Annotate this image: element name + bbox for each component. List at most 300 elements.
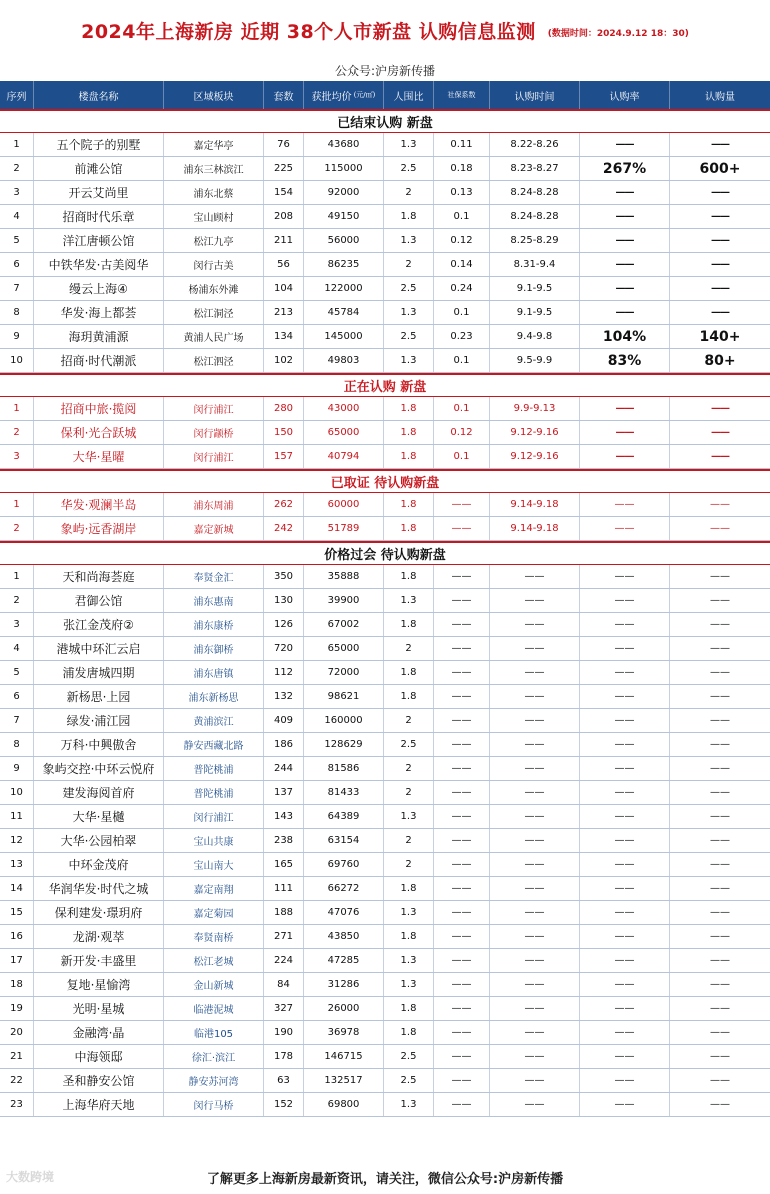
cell-coef: —— [434,757,490,780]
cell-units: 111 [264,877,304,900]
cell-name: 上海华府天地 [34,1093,164,1116]
col-header-time: 认购时间 [490,81,580,109]
cell-name: 龙湖·观萃 [34,925,164,948]
cell-coef: —— [434,733,490,756]
cell-rate: —— [580,805,670,828]
cell-ratio: 2 [384,757,434,780]
cell-no: 2 [0,157,34,180]
cell-qty: —— [710,787,730,798]
cell-time: 9.14-9.18 [490,517,580,540]
cell-name: 大华·星曜 [34,445,164,468]
cell-ratio: 1.8 [384,397,434,420]
cell-qty: —— [710,619,730,630]
cell-price: 47076 [304,901,384,924]
cell-coef: —— [434,853,490,876]
cell-no: 3 [0,445,34,468]
cell-ratio: 1.8 [384,517,434,540]
cell-units: 84 [264,973,304,996]
cell-name: 万科·中興傲舍 [34,733,164,756]
cell-price: 51789 [304,517,384,540]
table-row [0,1045,770,1069]
cell-area: 松江九亭 [164,229,264,252]
cell-ratio: 1.3 [384,949,434,972]
subheading: 公众号:沪房新传播 [334,64,436,78]
cell-area: 静安苏河湾 [164,1069,264,1092]
cell-coef: 0.12 [434,421,490,444]
cell-ratio: 1.3 [384,1093,434,1116]
cell-qty: —— [710,883,730,894]
cell-area: 浦东惠南 [164,589,264,612]
cell-units: 126 [264,613,304,636]
cell-ratio: 1.3 [384,973,434,996]
cell-price: 86235 [304,253,384,276]
cell-rate: —— [580,997,670,1020]
cell-time: —— [490,853,580,876]
cell-time: —— [490,589,580,612]
table-row [0,133,770,157]
cell-price: 122000 [304,277,384,300]
cell-units: 63 [264,1069,304,1092]
cell-qty: —— [710,955,730,966]
cell-time: —— [490,757,580,780]
col-header-area: 区域板块 [164,81,264,109]
cell-area: 浦东周浦 [164,493,264,516]
cell-area: 闵行浦江 [164,445,264,468]
cell-name: 华发·观澜半岛 [34,493,164,516]
cell-units: 244 [264,757,304,780]
cell-qty: —— [710,835,730,846]
cell-ratio: 2 [384,781,434,804]
cell-price: 40794 [304,445,384,468]
cell-no: 23 [0,1093,34,1116]
cell-time: —— [490,613,580,636]
cell-coef: —— [434,709,490,732]
cell-time: —— [490,925,580,948]
cell-units: 165 [264,853,304,876]
cell-units: 76 [264,133,304,156]
cell-ratio: 1.8 [384,1021,434,1044]
cell-coef: —— [434,637,490,660]
cell-rate: —— [580,685,670,708]
cell-name: 缦云上海④ [34,277,164,300]
cell-rate: —— [580,133,670,156]
cell-units: 143 [264,805,304,828]
cell-area: 奉贤金汇 [164,565,264,588]
cell-qty: —— [710,811,730,822]
cell-name: 天和尚海荟庭 [34,565,164,588]
cell-units: 271 [264,925,304,948]
cell-no: 11 [0,805,34,828]
cell-rate: —— [580,493,670,516]
cell-rate: —— [580,1069,670,1092]
cell-coef: 0.12 [434,229,490,252]
cell-coef: 0.24 [434,277,490,300]
cell-name: 中铁华发·古美阅华 [34,253,164,276]
cell-area: 嘉定新城 [164,517,264,540]
cell-qty: —— [710,907,730,918]
table-row [0,157,770,181]
table-row [0,1021,770,1045]
table-row [0,445,770,469]
table-row [0,733,770,757]
cell-price: 26000 [304,997,384,1020]
cell-qty: —— [710,523,730,534]
table-row [0,901,770,925]
cell-rate: —— [580,1045,670,1068]
cell-coef: —— [434,589,490,612]
cell-price: 128629 [304,733,384,756]
cell-ratio: 2 [384,637,434,660]
cell-price: 69800 [304,1093,384,1116]
table-row [0,781,770,805]
section-title: 价格过会 待认购新盘 [0,541,770,565]
cell-coef: —— [434,829,490,852]
cell-qty: —— [711,427,729,438]
cell-units: 213 [264,301,304,324]
table-row [0,493,770,517]
cell-coef: —— [434,973,490,996]
cell-rate: 104% [580,325,670,348]
cell-area: 浦东新杨思 [164,685,264,708]
cell-ratio: 1.8 [384,661,434,684]
cell-time: 9.9-9.13 [490,397,580,420]
cell-time: 8.23-8.27 [490,157,580,180]
table-row [0,253,770,277]
cell-ratio: 2 [384,253,434,276]
col-header-rate: 认购率 [580,81,670,109]
cell-price: 43850 [304,925,384,948]
cell-qty: —— [711,259,729,270]
cell-time: —— [490,661,580,684]
cell-rate: —— [580,637,670,660]
cell-area: 松江老城 [164,949,264,972]
cell-no: 5 [0,229,34,252]
cell-time: 9.4-9.8 [490,325,580,348]
cell-time: 9.5-9.9 [490,349,580,372]
cell-area: 徐汇·滨江 [164,1045,264,1068]
cell-area: 普陀桃浦 [164,781,264,804]
cell-time: 9.14-9.18 [490,493,580,516]
cell-name: 新杨思·上园 [34,685,164,708]
table-row [0,925,770,949]
cell-qty: —— [710,715,730,726]
cell-name: 圣和静安公馆 [34,1069,164,1092]
cell-coef: 0.13 [434,181,490,204]
cell-name: 君御公馆 [34,589,164,612]
cell-no: 6 [0,685,34,708]
table-row [0,949,770,973]
cell-name: 招商时代乐章 [34,205,164,228]
cell-units: 186 [264,733,304,756]
cell-price: 66272 [304,877,384,900]
table-row [0,181,770,205]
cell-qty: —— [710,643,730,654]
cell-rate: —— [580,781,670,804]
cell-ratio: 1.8 [384,205,434,228]
cell-no: 6 [0,253,34,276]
cell-no: 22 [0,1069,34,1092]
cell-price: 31286 [304,973,384,996]
cell-units: 327 [264,997,304,1020]
cell-qty: —— [711,235,729,246]
data-timestamp: (数据时间：2024.9.12 18：30) [547,28,689,39]
table-row [0,301,770,325]
cell-time: 8.31-9.4 [490,253,580,276]
cell-units: 208 [264,205,304,228]
cell-ratio: 1.3 [384,349,434,372]
cell-ratio: 2.5 [384,1045,434,1068]
cell-rate: —— [580,757,670,780]
cell-time: 8.24-8.28 [490,181,580,204]
cell-area: 嘉定华亭 [164,133,264,156]
cell-name: 洋江唐顿公馆 [34,229,164,252]
cell-ratio: 2 [384,829,434,852]
cell-units: 150 [264,421,304,444]
table-row [0,637,770,661]
table-row [0,997,770,1021]
cell-ratio: 1.3 [384,301,434,324]
table-row [0,829,770,853]
cell-no: 3 [0,181,34,204]
cell-units: 190 [264,1021,304,1044]
cell-coef: —— [434,1021,490,1044]
cell-ratio: 2.5 [384,157,434,180]
cell-units: 238 [264,829,304,852]
cell-name: 五个院子的别墅 [34,133,164,156]
footer-note: 了解更多上海新房最新资讯，请关注，微信公众号:沪房新传播 [206,1171,564,1187]
cell-units: 280 [264,397,304,420]
cell-time: —— [490,1021,580,1044]
cell-ratio: 2.5 [384,733,434,756]
col-header-units: 套数 [264,81,304,109]
cell-time: —— [490,949,580,972]
cell-qty: —— [711,283,729,294]
cell-time: —— [490,685,580,708]
cell-ratio: 1.8 [384,445,434,468]
col-header-qty: 认购量 [705,91,735,103]
cell-area: 闵行浦江 [164,805,264,828]
cell-rate: —— [580,613,670,636]
cell-time: —— [490,709,580,732]
cell-no: 18 [0,973,34,996]
cell-rate: —— [580,229,670,252]
cell-rate: 267% [580,157,670,180]
cell-coef: —— [434,925,490,948]
cell-area: 松江泗泾 [164,349,264,372]
watermark: 大数跨境 [6,1170,55,1184]
cell-qty: 80+ [704,352,736,369]
cell-price: 43000 [304,397,384,420]
cell-units: 137 [264,781,304,804]
cell-time: —— [490,781,580,804]
cell-qty: —— [710,763,730,774]
cell-rate: —— [580,589,670,612]
cell-units: 242 [264,517,304,540]
cell-time: —— [490,877,580,900]
cell-rate: —— [580,277,670,300]
cell-price: 115000 [304,157,384,180]
cell-ratio: 1.3 [384,805,434,828]
cell-no: 1 [0,133,34,156]
cell-qty: —— [710,691,730,702]
cell-qty: —— [710,931,730,942]
cell-qty: —— [710,595,730,606]
cell-units: 157 [264,445,304,468]
cell-no: 17 [0,949,34,972]
cell-ratio: 1.3 [384,901,434,924]
cell-name: 新开发·丰盛里 [34,949,164,972]
cell-price: 132517 [304,1069,384,1092]
cell-ratio: 2.5 [384,325,434,348]
cell-area: 静安西藏北路 [164,733,264,756]
cell-ratio: 1.8 [384,613,434,636]
cell-area: 闵行马桥 [164,1093,264,1116]
cell-units: 262 [264,493,304,516]
table-row [0,397,770,421]
cell-rate: —— [580,1093,670,1116]
cell-rate: —— [580,949,670,972]
cell-rate: —— [580,421,670,444]
cell-coef: 0.1 [434,349,490,372]
cell-price: 65000 [304,421,384,444]
cell-qty: —— [711,187,729,198]
cell-time: —— [490,901,580,924]
table-row [0,685,770,709]
cell-area: 嘉定菊园 [164,901,264,924]
cell-qty: —— [710,1027,730,1038]
cell-ratio: 1.8 [384,685,434,708]
cell-name: 保利·光合跃城 [34,421,164,444]
cell-rate: —— [580,877,670,900]
cell-no: 13 [0,853,34,876]
cell-area: 浦东康桥 [164,613,264,636]
table-row [0,565,770,589]
cell-name: 大华·星樾 [34,805,164,828]
section-title: 已结束认购 新盘 [0,109,770,133]
cell-area: 普陀桃浦 [164,757,264,780]
cell-area: 松江洞泾 [164,301,264,324]
cell-no: 14 [0,877,34,900]
cell-coef: 0.18 [434,157,490,180]
cell-area: 宝山南大 [164,853,264,876]
cell-rate: —— [580,973,670,996]
cell-coef: —— [434,1069,490,1092]
cell-rate: —— [580,445,670,468]
cell-ratio: 2 [384,709,434,732]
cell-no: 20 [0,1021,34,1044]
cell-no: 9 [0,325,34,348]
cell-units: 134 [264,325,304,348]
cell-no: 1 [0,493,34,516]
cell-qty: —— [711,403,729,414]
cell-ratio: 2.5 [384,277,434,300]
cell-price: 64389 [304,805,384,828]
cell-time: —— [490,973,580,996]
table-header [0,81,770,109]
cell-area: 浦东北蔡 [164,181,264,204]
cell-rate: —— [580,301,670,324]
cell-ratio: 1.8 [384,421,434,444]
table-row [0,277,770,301]
cell-name: 华润华发·时代之城 [34,877,164,900]
cell-area: 嘉定南翔 [164,877,264,900]
cell-area: 临港泥城 [164,997,264,1020]
cell-area: 闵行浦江 [164,397,264,420]
cell-coef: 0.1 [434,301,490,324]
cell-qty: —— [710,1051,730,1062]
cell-no: 1 [0,397,34,420]
page-title: 2024年上海新房 近期 38个人市新盘 认购信息监测 [81,20,536,43]
cell-qty: —— [710,667,730,678]
cell-units: 720 [264,637,304,660]
cell-time: —— [490,805,580,828]
cell-price: 45784 [304,301,384,324]
table-row [0,613,770,637]
table-row [0,877,770,901]
cell-rate: —— [580,829,670,852]
cell-coef: —— [434,877,490,900]
cell-price: 47285 [304,949,384,972]
cell-name: 中海领邸 [34,1045,164,1068]
cell-name: 绿发·浦江园 [34,709,164,732]
cell-price: 98621 [304,685,384,708]
cell-no: 10 [0,781,34,804]
cell-rate: —— [580,205,670,228]
cell-no: 8 [0,733,34,756]
table-row [0,517,770,541]
cell-no: 19 [0,997,34,1020]
cell-no: 7 [0,277,34,300]
cell-coef: 0.11 [434,133,490,156]
cell-units: 104 [264,277,304,300]
cell-name: 象屿交控·中环云悦府 [34,757,164,780]
cell-coef: —— [434,493,490,516]
table-row [0,853,770,877]
cell-price: 145000 [304,325,384,348]
cell-time: 8.25-8.29 [490,229,580,252]
cell-coef: —— [434,997,490,1020]
cell-name: 招商中旅·揽阅 [34,397,164,420]
table-row [0,805,770,829]
table-row [0,589,770,613]
table-row [0,349,770,373]
cell-qty: 600+ [699,160,741,177]
table-row [0,421,770,445]
title-bar [0,0,770,60]
cell-units: 188 [264,901,304,924]
cell-rate: —— [580,925,670,948]
cell-time: 9.12-9.16 [490,421,580,444]
cell-qty: 140+ [699,328,741,345]
cell-coef: —— [434,1093,490,1116]
cell-name: 光明·星城 [34,997,164,1020]
cell-no: 5 [0,661,34,684]
cell-coef: —— [434,517,490,540]
cell-area: 浦东三林滨江 [164,157,264,180]
cell-units: 130 [264,589,304,612]
cell-name: 华发·海上都荟 [34,301,164,324]
cell-coef: —— [434,949,490,972]
table-row [0,757,770,781]
cell-time: —— [490,997,580,1020]
cell-rate: —— [580,709,670,732]
cell-area: 宝山共康 [164,829,264,852]
cell-area: 临港105 [164,1021,264,1044]
cell-no: 2 [0,589,34,612]
cell-rate: —— [580,853,670,876]
cell-time: 9.1-9.5 [490,301,580,324]
cell-coef: —— [434,661,490,684]
